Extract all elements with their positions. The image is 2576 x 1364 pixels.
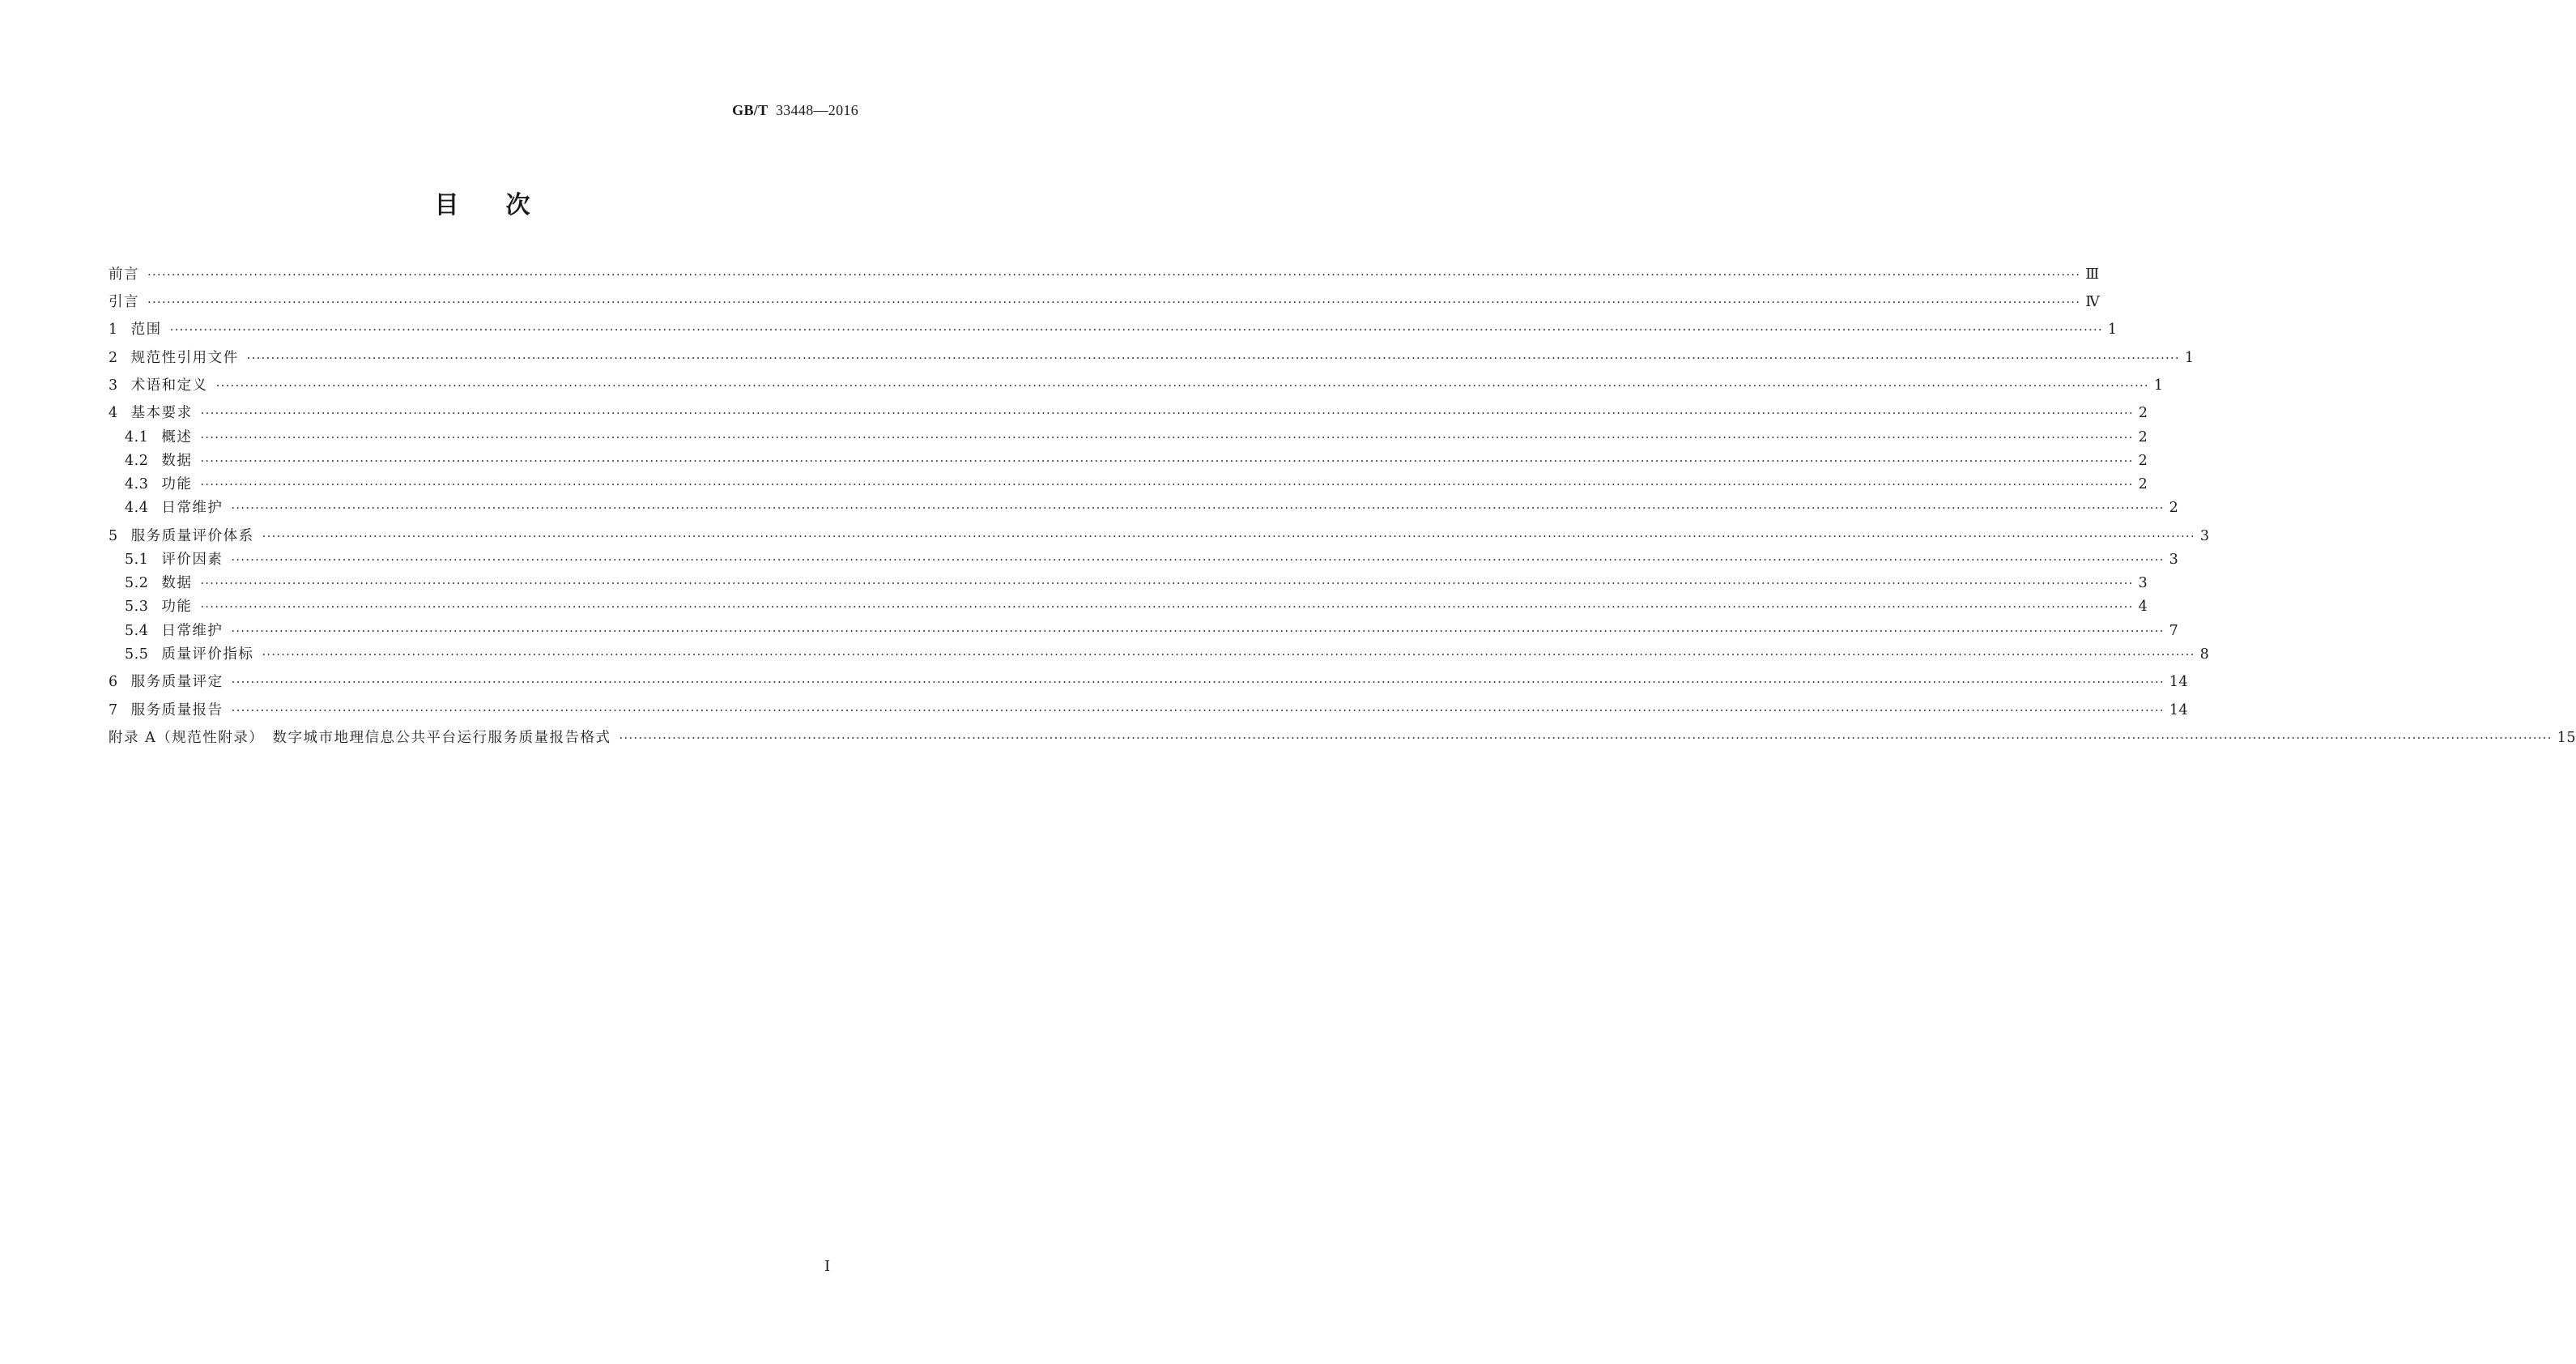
toc-entry-label	[109, 573, 192, 594]
toc-entry-title: 日常维护	[161, 623, 224, 639]
toc-leader-dots: ················································································································································································································································································································································································································	[246, 351, 2180, 365]
toc-entry-number: 4.3	[125, 476, 149, 492]
toc-entry[interactable]	[109, 596, 2148, 617]
toc-entry-label	[109, 347, 239, 369]
toc-entry-title: 数据	[161, 453, 193, 469]
toc-leader-dots: ················································································································································································································································································································································································································	[215, 378, 2149, 393]
toc-entry-number: 5.2	[125, 575, 149, 591]
toc-entry-label	[109, 450, 192, 471]
toc-leader-dots: ················································································································································································································································································································································································································	[231, 501, 2165, 515]
toc-entry-page: 1	[2107, 322, 2118, 338]
toc-entry-page: 4	[2138, 599, 2148, 615]
toc-entry-label	[109, 671, 224, 693]
toc-entry-title: 术语和定义	[130, 377, 208, 394]
toc-entry[interactable]	[109, 292, 2101, 313]
toc-leader-dots: ················································································································································································································································································································································································································	[200, 599, 2134, 614]
toc-leader-dots: ················································································································································································································································································································································································································	[262, 647, 2195, 662]
toc-entry-title: 功能	[161, 476, 193, 492]
standard-number	[732, 102, 858, 119]
toc-entry-label	[109, 474, 192, 495]
toc-entry-number: 4.2	[125, 453, 149, 469]
toc-entry-number: 2	[109, 350, 118, 366]
toc-entry-label	[109, 403, 193, 424]
toc-entry-page: 2	[2138, 453, 2148, 469]
toc-entry-number: 5	[109, 528, 118, 544]
toc-entry[interactable]	[109, 319, 2118, 340]
toc-entry-number: 5.1	[125, 552, 149, 568]
toc-entry[interactable]	[109, 375, 2164, 396]
toc-entry-label	[109, 375, 208, 396]
toc-leader-dots: ················································································································································································································································································································································································································	[231, 703, 2165, 718]
toc-entry-page: 2	[2138, 476, 2148, 492]
toc-entry-page: 7	[2169, 623, 2179, 639]
toc-entry-title: 基本要求	[130, 405, 193, 421]
toc-entry[interactable]	[109, 620, 2179, 642]
page-title: 目次	[434, 191, 577, 220]
toc-entry-label	[109, 497, 223, 518]
toc-entry[interactable]	[109, 573, 2148, 594]
toc-entry[interactable]	[109, 264, 2100, 285]
toc-entry-page: 8	[2199, 646, 2210, 663]
toc-leader-dots: ················································································································································································································································································································································································································	[147, 267, 2081, 282]
toc-entry-label	[109, 700, 224, 721]
toc-leader-dots: ················································································································································································································································································································································································································	[200, 406, 2134, 420]
toc-leader-dots: ················································································································································································································································································································································································································	[619, 731, 2553, 745]
toc-entry-number: 5.5	[125, 646, 149, 663]
toc-entry-title: 日常维护	[161, 500, 224, 516]
toc-leader-dots: ················································································································································································································································································································································································································	[147, 295, 2081, 309]
toc-entry-title: 附录 A（规范性附录） 数字城市地理信息公共平台运行服务质量报告格式	[109, 730, 611, 746]
toc-entry-page: 3	[2138, 575, 2148, 591]
toc-entry[interactable]	[109, 549, 2179, 570]
toc-entry-number: 7	[109, 702, 118, 718]
standard-number-value: 33448—2016	[776, 102, 858, 118]
toc-entry-label	[109, 427, 192, 448]
toc-entry-page: 1	[2184, 350, 2195, 366]
toc-entry-title: 评价因素	[161, 552, 224, 568]
toc-entry-label	[109, 264, 139, 285]
toc-entry-page: 3	[2169, 552, 2179, 568]
toc-entry-title: 规范性引用文件	[130, 350, 239, 366]
toc-entry[interactable]	[109, 347, 2195, 369]
toc-entry-label	[109, 596, 192, 617]
toc-entry-label	[109, 644, 253, 665]
toc-entry-title: 服务质量评价体系	[130, 528, 254, 544]
toc-leader-dots: ················································································································································································································································································································································································································	[200, 454, 2134, 468]
toc-entry[interactable]	[109, 526, 2210, 547]
toc-entry-title: 服务质量报告	[130, 702, 224, 718]
toc-entry-number: 4.1	[125, 429, 149, 445]
toc-entry-title: 范围	[130, 322, 162, 338]
toc-entry-page: 2	[2169, 500, 2179, 516]
toc-leader-dots: ················································································································································································································································································································································································································	[231, 552, 2165, 567]
toc-entry-label	[109, 620, 223, 642]
toc-entry[interactable]	[109, 403, 2148, 424]
toc-entry-label	[109, 727, 611, 748]
standard-code: GB/T	[732, 102, 769, 118]
toc-entry-page: 15	[2557, 730, 2576, 746]
toc-entry-number: 4	[109, 405, 118, 421]
toc-leader-dots: ················································································································································································································································································································································································································	[231, 624, 2165, 638]
toc-entry-page: 14	[2169, 674, 2189, 690]
toc-entry-page: Ⅲ	[2085, 266, 2100, 283]
toc-entry-number: 4.4	[125, 500, 149, 516]
toc-entry[interactable]	[109, 427, 2148, 448]
toc-entry-page: 14	[2169, 702, 2189, 718]
toc-entry-page: 1	[2153, 377, 2164, 394]
toc-entry[interactable]	[109, 671, 2189, 693]
toc-entry[interactable]	[109, 727, 2576, 748]
toc-entry-number: 1	[109, 322, 118, 338]
toc-leader-dots: ················································································································································································································································································································································································································	[200, 477, 2134, 492]
toc-entry-page: 3	[2199, 528, 2210, 544]
toc-entry-number: 5.3	[125, 599, 149, 615]
page-number: I	[824, 1258, 831, 1275]
toc-leader-dots: ················································································································································································································································································································································································································	[262, 529, 2195, 543]
toc-leader-dots: ················································································································································································································································································································································································································	[200, 430, 2134, 445]
toc-entry[interactable]	[109, 497, 2179, 518]
toc-entry-label	[109, 526, 254, 547]
toc-entry-title: 前言	[109, 266, 139, 283]
toc-entry-label	[109, 319, 162, 340]
toc-entry-title: 数据	[161, 575, 193, 591]
toc-entry-label	[109, 292, 139, 313]
toc-leader-dots: ················································································································································································································································································································································································································	[231, 675, 2165, 689]
toc-entry-number: 6	[109, 674, 118, 690]
toc-entry[interactable]	[109, 700, 2189, 721]
toc-entry-number: 3	[109, 377, 118, 394]
toc-entry-title: 质量评价指标	[161, 646, 254, 663]
toc-entry-page: 2	[2138, 405, 2148, 421]
toc-leader-dots: ················································································································································································································································································································································································································	[169, 322, 2103, 337]
toc-entry[interactable]	[109, 474, 2148, 495]
toc-entry[interactable]	[109, 644, 2210, 665]
toc-entry[interactable]	[109, 450, 2148, 471]
toc-entry-label	[109, 549, 223, 570]
toc-entry-page: 2	[2138, 429, 2148, 445]
toc-entry-title: 服务质量评定	[130, 674, 224, 690]
toc-leader-dots: ················································································································································································································································································································································································································	[200, 576, 2134, 590]
toc-entry-title: 功能	[161, 599, 193, 615]
toc-entry-number: 5.4	[125, 623, 149, 639]
toc-entry-title: 引言	[109, 294, 139, 310]
toc-entry-title: 概述	[161, 429, 193, 445]
toc-entry-page: Ⅳ	[2085, 294, 2101, 310]
